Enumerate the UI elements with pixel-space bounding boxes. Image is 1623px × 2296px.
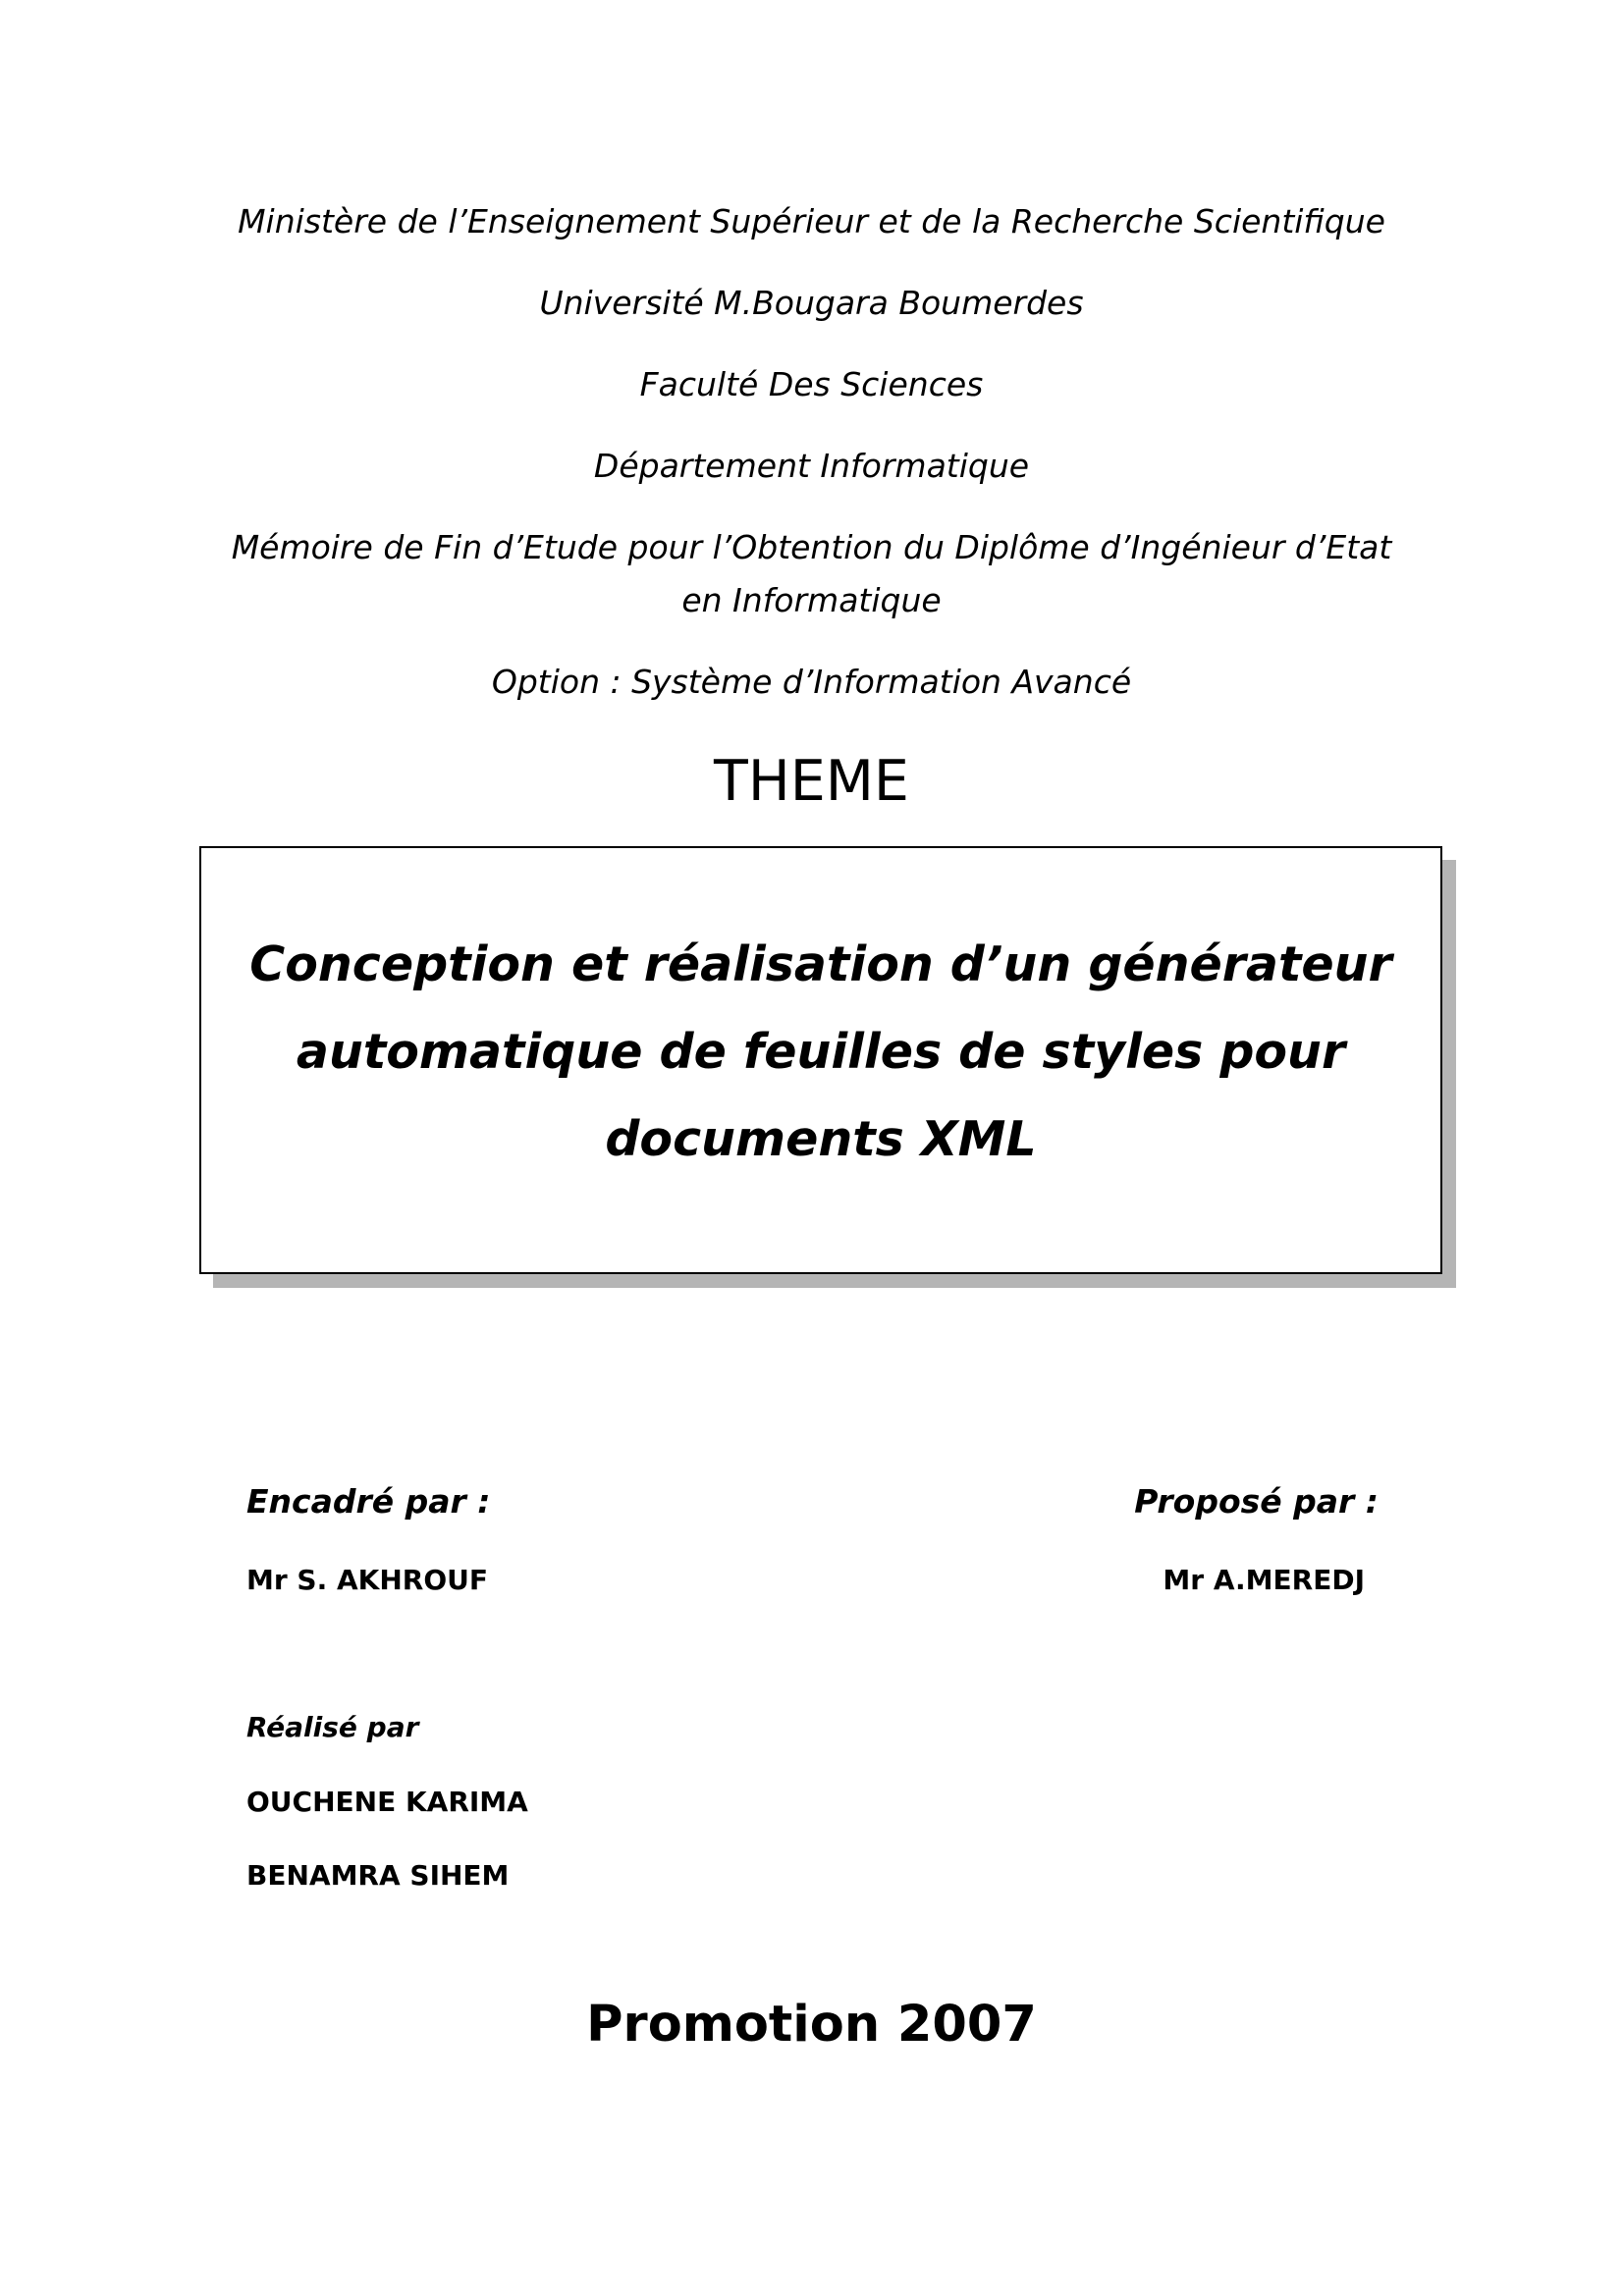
- proposer-label: Proposé par :: [1134, 1482, 1379, 1521]
- thesis-title-line-1: Conception et réalisation d’un générateur: [249, 936, 1392, 992]
- department-line: Département Informatique: [593, 447, 1030, 485]
- supervisor-label: Encadré par :: [246, 1482, 491, 1521]
- proposer-name: Mr A.MEREDJ: [1163, 1564, 1365, 1596]
- ministry-line: Ministère de l’Enseignement Supérieur et de la Recherche Scientifique: [238, 202, 1385, 240]
- memoire-line-1: Mémoire de Fin d’Etude pour l’Obtention du Diplôme d’Ingénieur d’Etat: [231, 528, 1392, 566]
- thesis-title-box: [199, 846, 1442, 1274]
- thesis-title-line-2: automatique de feuilles de styles pour: [296, 1024, 1346, 1080]
- authors-label: Réalisé par: [246, 1711, 419, 1743]
- faculty-line: Faculté Des Sciences: [639, 365, 984, 403]
- university-line: Université M.Bougara Boumerdes: [539, 284, 1084, 322]
- author-name: BENAMRA SIHEM: [246, 1859, 510, 1892]
- option-line: Option : Système d’Information Avancé: [491, 663, 1132, 701]
- memoire-line-2: en Informatique: [681, 581, 942, 619]
- supervisor-name: Mr S. AKHROUF: [246, 1564, 488, 1596]
- author-name: OUCHENE KARIMA: [246, 1786, 528, 1818]
- theme-heading: THEME: [714, 749, 909, 814]
- promotion-line: Promotion 2007: [586, 1996, 1037, 2054]
- thesis-title-line-3: documents XML: [605, 1111, 1037, 1167]
